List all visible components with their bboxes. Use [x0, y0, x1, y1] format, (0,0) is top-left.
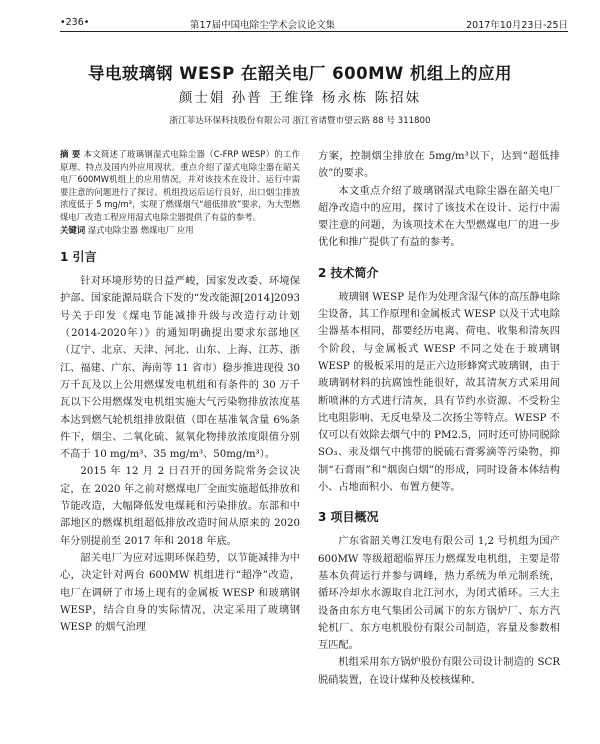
left-column — [60, 148, 300, 636]
section-3-heading: 3 项目概况 — [318, 510, 379, 525]
abstract — [60, 148, 300, 224]
section-2-heading: 2 技术简介 — [318, 265, 379, 280]
section-1-heading: 1 引言 — [60, 250, 97, 265]
continued-paragraph: 方案，控制烟尘排放在 5mg/m³以下，达到“超低排放”的要求。 — [318, 151, 560, 180]
abstract-label: 摘 要 — [60, 149, 81, 159]
conference-date: 2017年10月23日-25日 — [466, 20, 568, 31]
keywords-label: 关键词 — [60, 224, 86, 235]
section-1-paragraph-3: 韶关电厂为应对远期环保趋势，以节能减排为中心，决定针对两台 600MW 机组进行“超净”改造，电厂在调研了市场上现有的金属板 WESP 和玻璃钢 WESP，结合自身的实际情况，决定采用了玻璃钢 WESP 的烟气治理 — [60, 552, 300, 634]
section-1-paragraph-1: 针对环境形势的日益严峻，国家发改委、环境保护部、国家能源局联合下发的“发改能源[2014]2093 号关于印发《煤电节能减排升级与改造行动计划（2014-2020年）》的通知明确提出要求东部地区（辽宁、北京、天津、河北、山东、上海、江苏、浙江、福建、广东、海南等 11 省市）稳步推进现役 30 万千瓦及以上公用燃煤发电机组和有条件的 30 万千瓦以下公用燃煤发电机组实施大气污染物排放浓度基本达到燃气轮机组排放限值（即在基准氧含量 6%条件下，烟尘、二氧化硫、氮氧化物排放浓度限值分别不高于 10 mg/m³、35 mg/m³、50mg/m³）。 — [60, 276, 300, 461]
affiliation: 浙江菲达环保科技股份有限公司 浙江省诸暨市望云路 88 号 311800 — [169, 116, 431, 126]
abstract-text: 本文简述了玻璃钢湿式电除尘器（C-FRP WESP）的工作原理、特点及国内外应用现状。重点介绍了湿式电除尘器在韶关电厂600MW机组上的应用情况，并对该技术在设计、运行中需要注意的问题进行了探讨。机组投运后运行良好，出口烟尘排放浓度低于 5 mg/m³，实现了燃煤烟气“超低排放”要求，为大型燃煤电厂改造工程应用湿式电除尘器提供了有益的参考。 — [60, 149, 300, 222]
section-3-paragraph-1: 广东省韶关粤江发电有限公司 1,2 号机组为国产 600MW 等级超超临界压力燃煤发电机组，主要是带基本负荷运行并参与调峰，热力系统为单元制系统，循环冷却水水源取自北江河水，为闭式循环。三大主设备由东方电气集团公司属下的东方锅炉厂、东方汽轮机厂、东方电机股份有限公司制造，容量及参数相互匹配。 — [318, 536, 560, 652]
keywords-text: 湿式电除尘器 燃煤电厂 应用 — [87, 224, 194, 235]
journal-name: 第17届中国电除尘学术会议论文集 — [190, 20, 336, 31]
running-header — [60, 14, 568, 30]
paper-title: 导电玻璃钢 WESP 在韶关电厂 600MW 机组上的应用 — [88, 64, 512, 83]
right-column — [318, 148, 560, 689]
intro-paragraph: 本文重点介绍了玻璃钢湿式电除尘器在韶关电厂超净改造中的应用，探讨了该技术在设计、运行中需要注意的问题，为该项技术在大型燃煤电厂的进一步优化和推广提供了有益的参考。 — [318, 185, 560, 249]
section-3-paragraph-2: 机组采用东方锅炉股份有限公司设计制造的 SCR 脱硝装置，在设计煤种及校核煤种、 — [318, 657, 560, 686]
keywords — [60, 224, 300, 237]
authors: 颜士娟 孙普 王维锋 杨永栋 陈招妹 — [178, 90, 422, 106]
header-rule — [60, 31, 568, 32]
page-number: •236• — [60, 17, 90, 28]
section-2-paragraph-1: 玻璃钢 WESP 是作为处理含湿气体的高压静电除尘设备，其工作原理和金属板式 WESP 以及干式电除尘器基本相同，都要经历电离、荷电、收集和清灰四个阶段，与金属板式 WESP 不同之处在于玻璃钢 WESP 的极板采用的是正六边形蜂窝式玻璃钢，由于玻璃钢材料的抗腐蚀性能很好，故其清灰方式采用间断喷淋的方式进行清灰，具有节约水资源、不受粉尘比电阻影响、无反电晕及二次扬尘等特点。WESP 不仅可以有效除去烟气中的 PM2.5，同时还可协同脱除 SO₃、汞及烟气中携带的脱硫石膏雾滴等污染物，抑制“石膏雨”和“烟囱白烟”的形成，同时设备本体结构小、占地面积小、布置方便等。 — [318, 291, 560, 494]
section-1-paragraph-2: 2015 年 12 月 2 日召开的国务院常务会议决定，在 2020 年之前对燃煤电厂全面实施超低排放和节能改造，大幅降低发电煤耗和污染排放。东部和中部地区的燃煤机组超低排放改造时间从原来的 2020 年分别提前至 2017 年和 2018 年底。 — [60, 466, 300, 547]
